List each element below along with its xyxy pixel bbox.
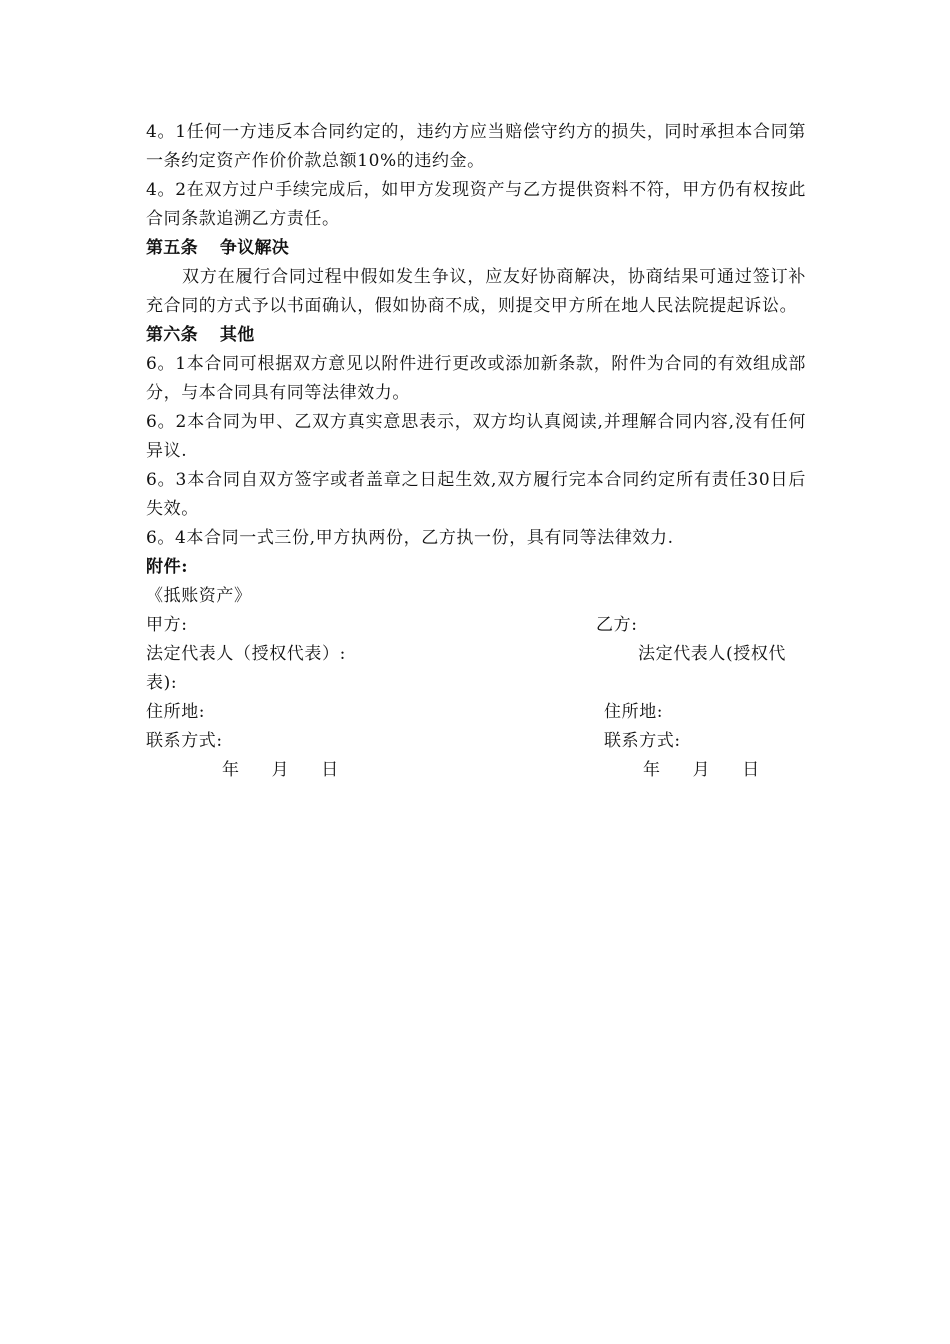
contract-body [146, 118, 806, 785]
party-a-date [222, 756, 339, 785]
party-a-date-year: 年 [222, 760, 240, 780]
signature-rep-cont-row [146, 669, 806, 698]
clause-5-number: 第五条 [146, 238, 198, 258]
party-a-label: 甲方: [146, 615, 188, 635]
signature-contact-row [146, 727, 806, 756]
party-a-date-month: 月 [271, 760, 290, 780]
clause-5-title: 争议解决 [219, 238, 290, 258]
party-b-date-year: 年 [643, 760, 661, 780]
clause-5-body: 双方在履行合同过程中假如发生争议，应友好协商解决，协商结果可通过签订补充合同的方式予以书面确认，假如协商不成，则提交甲方所在地人民法院提起诉讼。 [146, 267, 806, 316]
party-b-date-day: 日 [742, 760, 760, 780]
attachment-label: 附件: [146, 557, 189, 577]
attachment-item: 《抵账资产》 [146, 586, 252, 606]
clause-6-title: 其他 [219, 325, 255, 345]
clause-4-1: 4。1任何一方违反本合同约定的，违约方应当赔偿守约方的损失，同时承担本合同第一条约定资产作价价款总额10%的违约金。 [146, 122, 806, 171]
party-b-label: 乙方: [596, 615, 638, 635]
signature-rep-row [146, 640, 806, 669]
signature-date-row [146, 756, 806, 785]
party-b-rep-cont: 表): [146, 673, 178, 693]
clause-6-1: 6。1本合同可根据双方意见以附件进行更改或添加新条款，附件为合同的有效组成部分，与本合同具有同等法律效力。 [146, 354, 806, 403]
clause-6-4: 6。4本合同一式三份,甲方执两份，乙方执一份，具有同等法律效力. [146, 528, 674, 548]
party-b-contact: 联系方式: [604, 731, 681, 751]
party-b-rep: 法定代表人(授权代 [638, 644, 787, 664]
party-b-date [643, 756, 760, 785]
party-a-address: 住所地: [146, 702, 206, 722]
party-b-address: 住所地: [604, 702, 664, 722]
clause-6-heading [146, 321, 806, 350]
party-a-rep: 法定代表人（授权代表）: [146, 644, 346, 664]
clause-5-heading [146, 234, 806, 263]
clause-6-2: 6。2本合同为甲、乙双方真实意思表示，双方均认真阅读,并理解合同内容,没有任何异议. [146, 412, 806, 461]
party-a-contact: 联系方式: [146, 731, 223, 751]
clause-6-3: 6。3本合同自双方签字或者盖章之日起生效,双方履行完本合同约定所有责任30日后失效。 [146, 470, 806, 519]
party-a-date-day: 日 [321, 760, 339, 780]
party-b-date-month: 月 [692, 760, 711, 780]
clause-6-number: 第六条 [146, 325, 198, 345]
clause-4-2: 4。2在双方过户手续完成后，如甲方发现资产与乙方提供资料不符，甲方仍有权按此合同条款追溯乙方责任。 [146, 180, 806, 229]
signature-address-row [146, 698, 806, 727]
signature-party-row [146, 611, 806, 640]
